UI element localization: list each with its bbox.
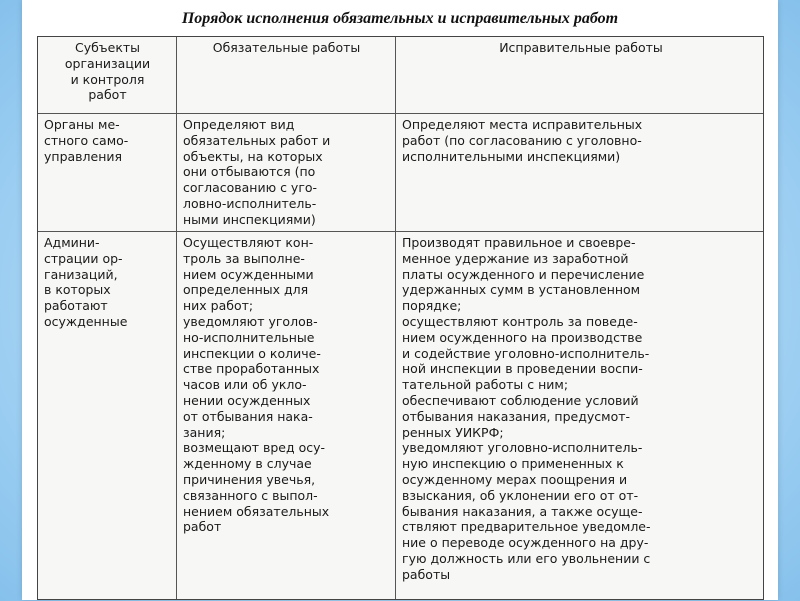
- table-cell-mandatory: Определяют вид обязательных работ и объекты, на которых они отбываются (по согласованию с уго- ловно-исполнитель- ными инспекциями): [183, 117, 331, 227]
- header-subjects: Субъекты организации и контроля работ: [64, 40, 151, 103]
- table-cell-mandatory: Осуществляют кон- троль за выполне- нием осужденными определенных для них работ; уведомляют уголов- но-исполнительные инспекции о количе- стве проработанных часов или об укло- нении осужденных от отбывания нака- зания; возмещают вред осу- жденному в случае причинения увечья, связанного с выпол- нением обязательных работ: [183, 235, 330, 535]
- slide: [22, 0, 778, 600]
- table-cell-subject: Админи- страции ор- ганизаций, в которых работают осужденные: [44, 235, 128, 329]
- table-cell-correctional: Определяют места исправительных работ (по согласованию с уголовно- исполнительными инспекциями): [402, 117, 643, 164]
- page-title: Порядок исполнения обязательных и исправительных работ: [181, 10, 619, 27]
- header-mandatory-works: Обязательные работы: [212, 40, 361, 55]
- header-correctional-works: Исправительные работы: [499, 40, 663, 55]
- table-cell-correctional: Производят правильное и своевре- менное удержание из заработной платы осужденного и перечисление удержанных сумм в установленном порядке; осуществляют контроль за поведе- нием осужденного на производстве и содействие уголовно-исполнитель- ной инспекции в проведении воспи- тательной работы с ним; обеспечивают соблюдение условий отбывания наказания, предусмот- ренных УИКРФ; уведомляют уголовно-исполнитель- ную инспекцию о примененных к осужденному мерах поощрения и взыскания, об уклонении его от от- бывания наказания, а также осуще- ствляют предварительное уведомле- ние о переводе осужденного на дру- гую должность или его увольнении с работы: [402, 235, 651, 582]
- comparison-table: [37, 36, 764, 600]
- table-cell-subject: Органы ме- стного само- управления: [44, 117, 129, 164]
